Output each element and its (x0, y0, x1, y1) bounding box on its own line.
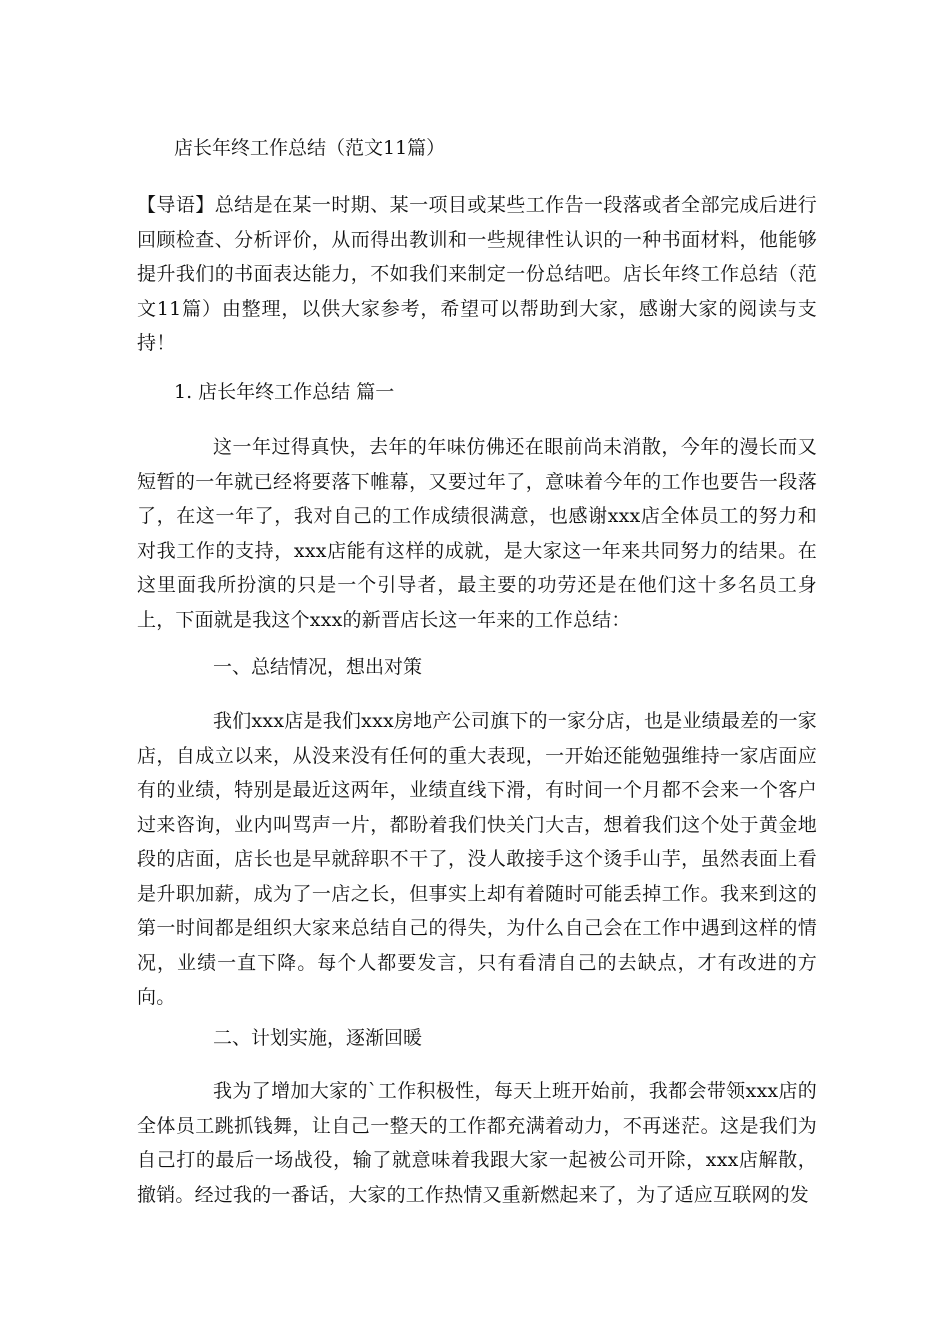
document-title: 店长年终工作总结（范文11篇） (174, 137, 446, 159)
section-heading-1: 1. 店长年终工作总结 篇一 (174, 381, 395, 403)
paragraph-1: 这一年过得真快，去年的年味仿佛还在眼前尚未消散，今年的漫长而又短暂的一年就已经将要落下帷幕，又要过年了，意味着今年的工作也要告一段落了，在这一年了，我对自己的工作成绩很满意，也感谢xxx店全体员工的努力和对我工作的支持，xxx店能有这样的成就，是大家这一年来共同努力的结果。在这里面我所扮演的只是一个引导者，最主要的功劳还是在他们这十多名员工身上，下面就是我这个xxx的新晋店长这一年来的工作总结： (137, 436, 817, 631)
paragraph-3: 我为了增加大家的`工作积极性，每天上班开始前，我都会带领xxx店的全体员工跳抓钱舞，让自己一整天的工作都充满着动力，不再迷茫。这是我们为自己打的最后一场战役，输了就意味着我跟大家一起被公司开除，xxx店解散，撤销。经过我的一番话，大家的工作热情又重新燃起来了，为了适应互联网的发 (137, 1080, 817, 1206)
subheading-1: 一、总结情况，想出对策 (213, 656, 423, 678)
subheading-2: 二、计划实施，逐渐回暖 (213, 1027, 423, 1049)
paragraph-2: 我们xxx店是我们xxx房地产公司旗下的一家分店，也是业绩最差的一家店，自成立以来，从没来没有任何的重大表现，一开始还能勉强维持一家店面应有的业绩，特别是最近这两年，业绩直线下滑，有时间一个月都不会来一个客户过来咨询，业内叫骂声一片，都盼着我们快关门大吉，想着我们这个处于黄金地段的店面，店长也是早就辞职不干了，没人敢接手这个烫手山芋，虽然表面上看是升职加薪，成为了一店之长，但事实上却有着随时可能丢掉工作。我来到这的第一时间都是组织大家来总结自己的得失，为什么自己会在工作中遇到这样的情况，业绩一直下降。每个人都要发言，只有看清自己的去缺点，才有改进的方向。 (137, 710, 817, 1008)
intro-paragraph: 【导语】总结是在某一时期、某一项目或某些工作告一段落或者全部完成后进行回顾检查、分析评价，从而得出教训和一些规律性认识的一种书面材料，他能够提升我们的书面表达能力，不如我们来制定一份总结吧。店长年终工作总结（范文11篇）由整理，以供大家参考，希望可以帮助到大家，感谢大家的阅读与支持！ (137, 194, 817, 354)
